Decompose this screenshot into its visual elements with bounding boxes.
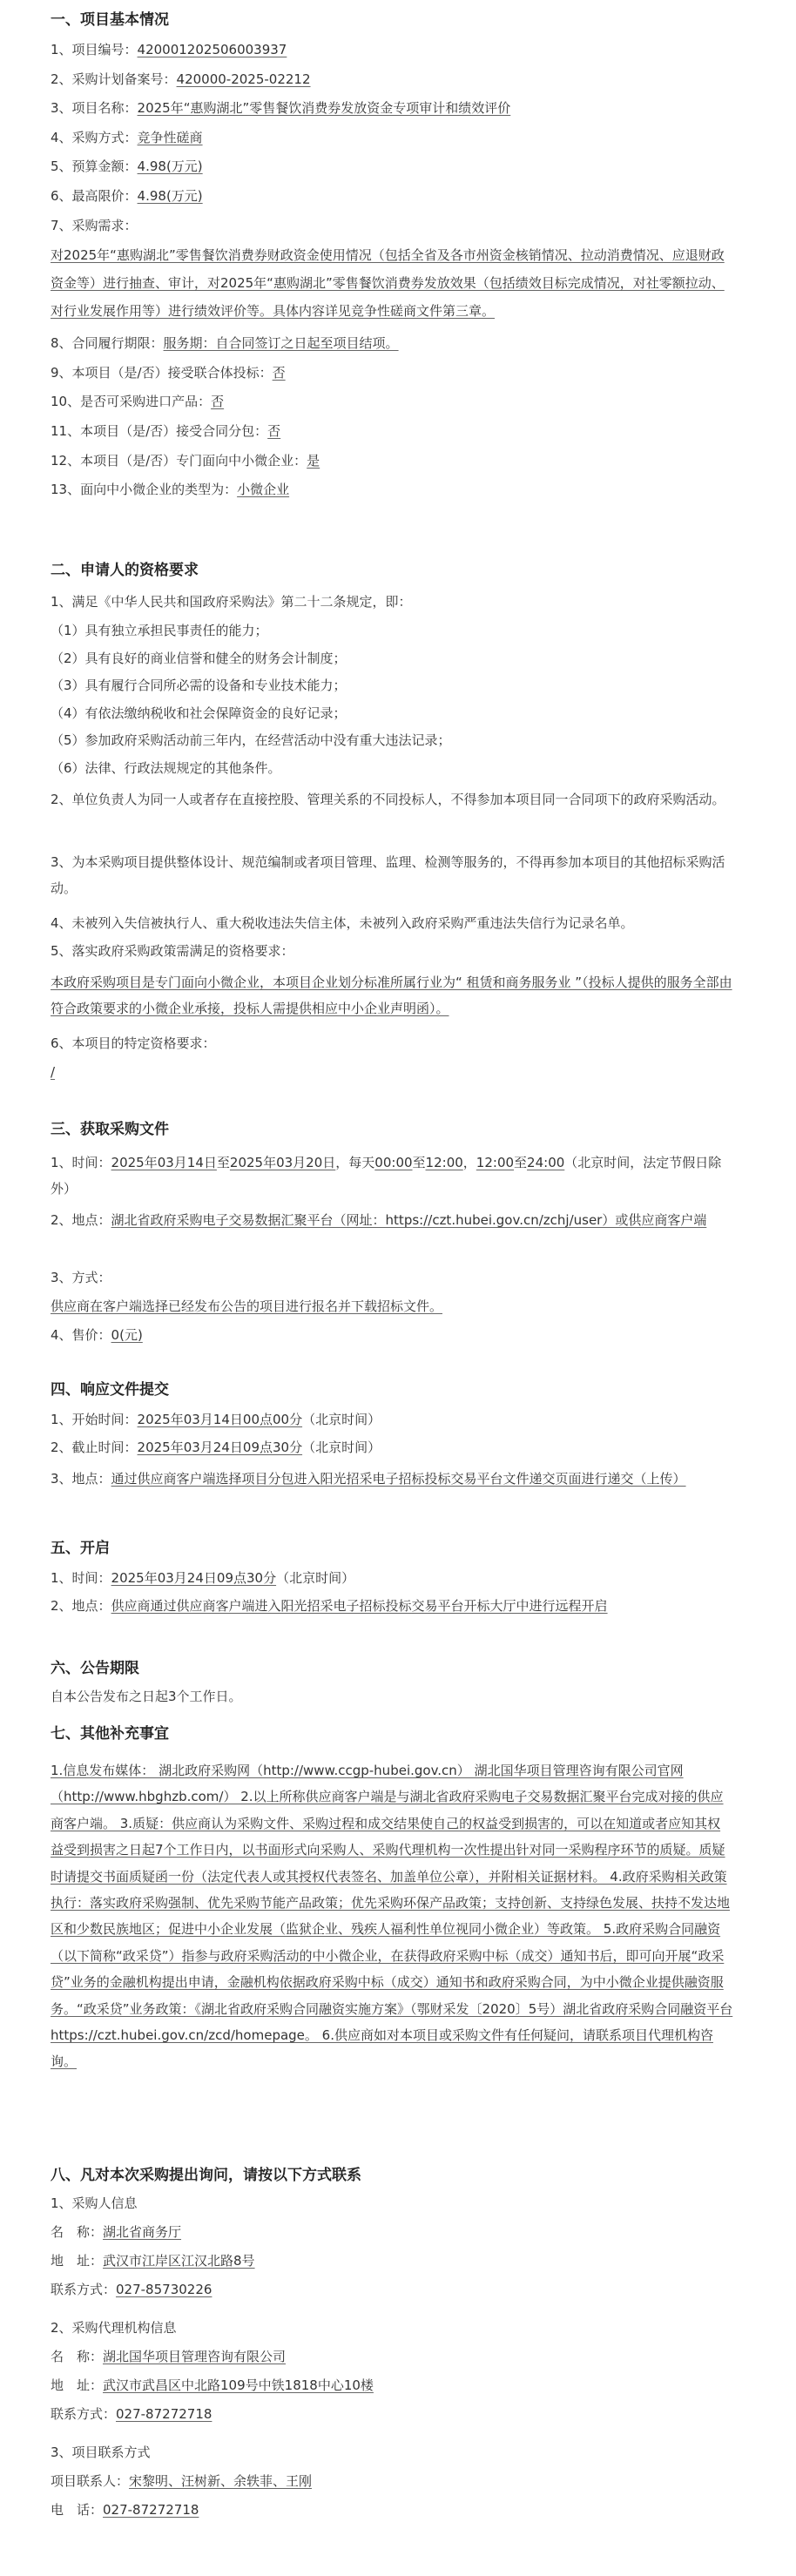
obtain-place: 2、地点：湖北省政府采购电子交易数据汇聚平台（网址：https://czt.hubei.gov.cn/zchj/user）或供应商客户端 — [51, 1212, 707, 1228]
budget-amount: 5、预算金额：4.98(万元) — [51, 158, 203, 175]
subcontract: 11、本项目（是/否）接受合同分包：否 — [51, 422, 281, 439]
procurement-method: 4、采购方式：竞争性磋商 — [51, 129, 203, 145]
supplementary-text: 1.信息发布媒体： 湖北政府采购网（http://www.ccgp-hubei.gov.cn） 湖北国华项目管理咨询有限公司官网（http://www.hbghzb.com/） 2.以上所称供应商客户端是与湖北省政府采购电子交易数据汇聚平台完成对接的供应商客户端。 3.质疑：供应商认为采购文件、采购过程和成交结果使自己的权益受到损害的，可以在知道或者应知其权益受到损害之日起7个工作日内，以书面形式向采购人、采购代理机构一次性提出针对同一采购程序环节的质疑。质疑时请提交书面质疑函一份（法定代表人或其授权代表签名、加盖单位公章），并附相关证据材料。 4.政府采购相关政策执行：落实政府采购强制、优先采购节能产品政策；优先采购环保产品政策；支持创新、支持绿色发展、扶持不发达地区和少数民族地区；促进中小企业发展（监狱企业、残疾人福利性单位视同小微企业）等政策。 5.政府采购合同融资（以下简称“政采贷”）指参与政府采购活动的中小微企业，在获得政府采购中标（成交）通知书后，即可向开展“政采贷”业务的金融机构提出申请，金融机构依据政府采购中标（成交）通知书和政府采购合同，为中小微企业提供融资服务。“政采贷”业务政策：《湖北省政府采购合同融资实施方案》（鄂财采发〔2020〕5号）湖北省政府采购合同融资平台https://czt.hubei.gov.cn/zcd/homepage。 6.供应商如对本项目或采购文件有任何疑问，请联系项目代理机构咨询。 — [51, 1763, 733, 2070]
qualification-4: 4、未被列入失信被执行人、重大税收违法失信主体，未被列入政府采购严重违法失信行为记录名单。 — [51, 914, 634, 931]
max-price: 6、最高限价：4.98(万元) — [51, 187, 203, 204]
project-name: 3、项目名称：2025年“惠购湖北”零售餐饮消费券发放资金专项审计和绩效评价 — [51, 100, 511, 117]
condition-item: （5）参加政府采购活动前三年内，在经营活动中没有重大违法记录； — [51, 732, 451, 748]
obtain-time: 1、时间：2025年03月14日至2025年03月20日，每天00:00至12:00，12:00至24:00（北京时间，法定节假日除外） — [51, 1155, 722, 1197]
open-time: 1、时间：2025年03月24日09点30分（北京时间） — [51, 1570, 355, 1586]
section-1-title: 一、项目基本情况 — [51, 11, 169, 29]
section-6-title: 六、公告期限 — [51, 1660, 139, 1677]
submit-place: 3、地点：通过供应商客户端选择项目分包进入阳光招采电子招标投标交易平台文件递交页面进行递交（上传） — [51, 1471, 686, 1487]
consortium: 9、本项目（是/否）接受联合体投标：否 — [51, 364, 286, 381]
notice-period: 自本公告发布之日起3个工作日。 — [51, 1689, 242, 1704]
contract-period: 8、合同履行期限：服务期：自合同签订之日起至项目结项。 — [51, 335, 399, 352]
qualification-6: 6、本项目的特定资格要求： — [51, 1035, 216, 1051]
purchaser-address: 地 址：武汉市江岸区江汉北路8号 — [51, 2253, 255, 2269]
project-number: 1、项目编号：420001202506003937 — [51, 42, 287, 57]
purchaser-phone: 联系方式：027-85730226 — [51, 2282, 212, 2297]
agency-address: 地 址：武汉市武昌区中北路109号中铁1818中心10楼 — [51, 2377, 374, 2393]
condition-item: （1）具有独立承担民事责任的能力； — [51, 623, 268, 638]
purchaser-name: 名 称：湖北省商务厅 — [51, 2224, 182, 2240]
project-contact-title: 3、项目联系方式 — [51, 2445, 151, 2460]
obtain-method-label: 3、方式： — [51, 1270, 111, 1285]
policy-requirement: 本政府采购项目是专门面向小微企业，本项目企业划分标准所属行业为“ 租赁和商务服务业 ”（投标人提供的服务全部由符合政策要求的小微企业承接，投标人需提供相应中小企业声明函）。 — [51, 974, 732, 1016]
submit-start: 1、开始时间：2025年03月14日00点00分（北京时间） — [51, 1412, 381, 1427]
section-3-title: 三、获取采购文件 — [51, 1121, 169, 1138]
purchaser-info-title: 1、采购人信息 — [51, 2195, 138, 2211]
condition-item: （6）法律、行政法规规定的其他条件。 — [51, 759, 281, 776]
plan-number: 2、采购计划备案号：420000-2025-02212 — [51, 71, 311, 87]
section-2-title: 二、申请人的资格要求 — [51, 562, 199, 579]
section-5-title: 五、开启 — [51, 1540, 110, 1557]
agency-name: 名 称：湖北国华项目管理咨询有限公司 — [51, 2349, 287, 2364]
open-place: 2、地点：供应商通过供应商客户端进入阳光招采电子招标投标交易平台开标大厅中进行远程开启 — [51, 1598, 608, 1614]
condition-item: （2）具有良好的商业信誉和健全的财务会计制度； — [51, 650, 347, 666]
qualification-intro: 1、满足《中华人民共和国政府采购法》第二十二条规定，即： — [51, 594, 412, 610]
demand-label: 7、采购需求： — [51, 217, 138, 233]
sale-price: 4、售价：0(元) — [51, 1327, 143, 1343]
obtain-method: 供应商在客户端选择已经发布公告的项目进行报名并下载招标文件。 — [51, 1298, 443, 1314]
special-requirement: / — [51, 1063, 56, 1080]
demand-text: 对2025年“惠购湖北”零售餐饮消费券财政资金使用情况（包括全省及各市州资金核销情况、拉动消费情况、应退财政资金等）进行抽查、审计，对2025年“惠购湖北”零售餐饮消费券发放效果（包括绩效目标完成情况，对社零额拉动、对行业发展作用等）进行绩效评价等。具体内容详见竞争性磋商文件第三章。 — [51, 247, 725, 320]
qualification-3: 3、为本采购项目提供整体设计、规范编制或者项目管理、监理、检测等服务的，不得再参加本项目的其他招标采购活动。 — [51, 853, 725, 896]
imported-products: 10、是否可采购进口产品：否 — [51, 394, 225, 410]
project-contact-person: 项目联系人：宋黎明、汪树新、余轶菲、王刚 — [51, 2473, 313, 2489]
agency-info-title: 2、采购代理机构信息 — [51, 2320, 177, 2336]
qualification-2: 2、单位负责人为同一人或者存在直接控股、管理关系的不同投标人，不得参加本项目同一合同项下的政府采购活动。 — [51, 791, 725, 807]
section-4-title: 四、响应文件提交 — [51, 1381, 169, 1399]
qualification-5: 5、落实政府采购政策需满足的资格要求： — [51, 942, 294, 959]
sme-only: 12、本项目（是/否）专门面向中小微企业：是 — [51, 452, 320, 469]
agency-phone: 联系方式：027-87272718 — [51, 2406, 212, 2422]
sme-type: 13、面向中小微企业的类型为：小微企业 — [51, 482, 290, 498]
condition-item: （3）具有履行合同所必需的设备和专业技术能力； — [51, 678, 347, 693]
project-contact-phone: 电 话：027-87272718 — [51, 2502, 199, 2518]
section-8-title: 八、凡对本次采购提出询问，请按以下方式联系 — [51, 2167, 361, 2184]
submit-deadline: 2、截止时间：2025年03月24日09点30分（北京时间） — [51, 1440, 381, 1455]
section-7-title: 七、其他补充事宜 — [51, 1725, 169, 1743]
condition-item: （4）有依法缴纳税收和社会保障资金的良好记录； — [51, 705, 347, 721]
